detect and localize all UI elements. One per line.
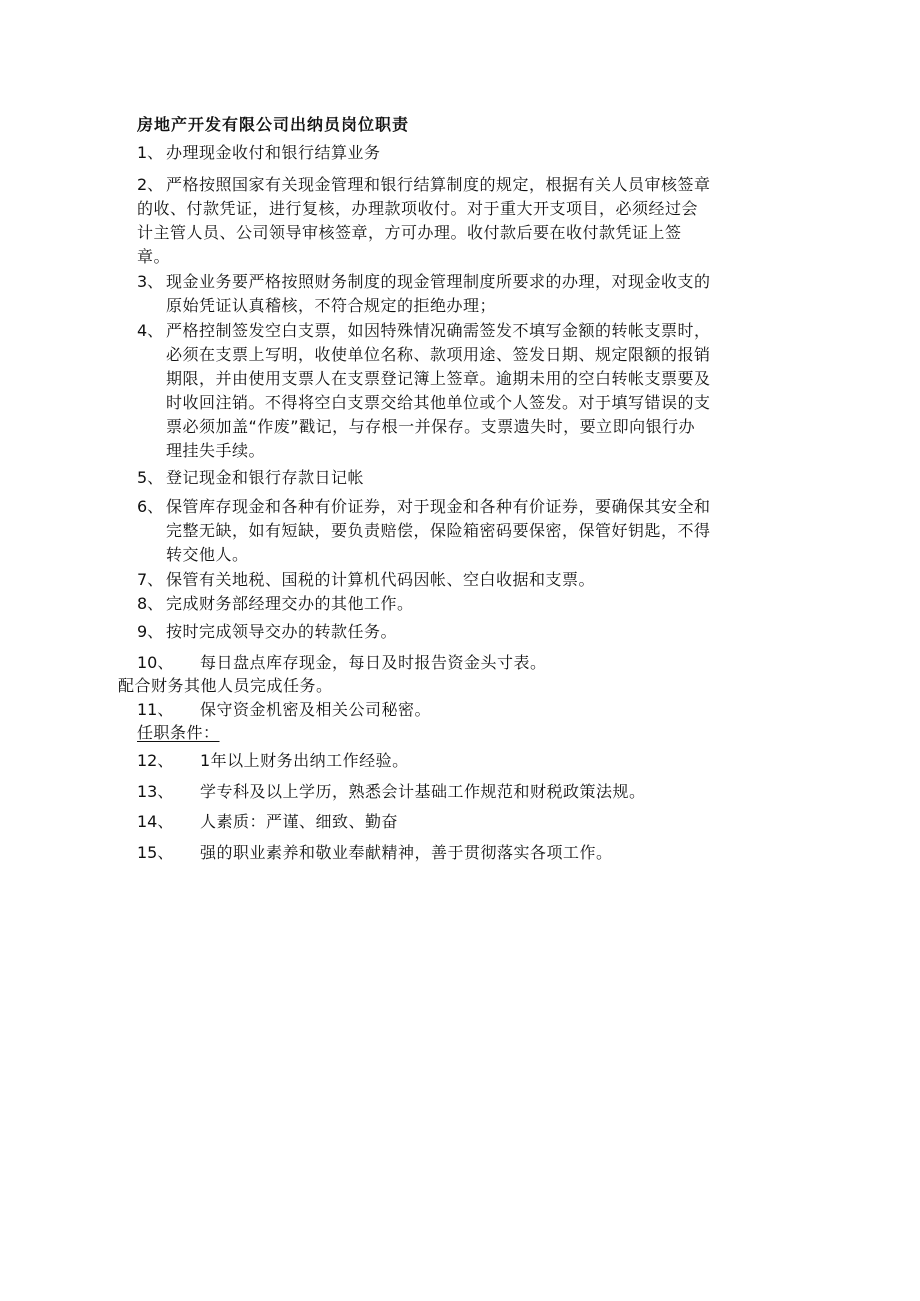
item-text: 现金业务要严格按照财务制度的现金管理制度所要求的办理，对现金收支的: [166, 272, 711, 291]
item-number: 5、: [137, 468, 164, 487]
item-number: 3、: [137, 272, 164, 291]
item-number: 15、: [137, 843, 174, 862]
item-number: 2、: [137, 175, 164, 194]
item-text: 每日盘点库存现金，每日及时报告资金头寸表。: [200, 653, 547, 672]
item-number: 8、: [137, 594, 164, 613]
item-text: 的收、付款凭证，进行复核，办理款项收付。对于重大开支项目，必须经过会: [137, 199, 699, 218]
item-number: 11、: [137, 700, 174, 719]
item-number: 13、: [137, 782, 174, 801]
item-number: 7、: [137, 570, 164, 589]
item-text: 登记现金和银行存款日记帐: [166, 468, 365, 487]
item-text: 转交他人。: [166, 545, 249, 564]
item-number: 6、: [137, 497, 164, 516]
item-text: 办理现金收付和银行结算业务: [166, 143, 381, 162]
item-text: 保管有关地税、国税的计算机代码因帐、空白收据和支票。: [166, 570, 596, 589]
item-text: 严格控制签发空白支票，如因特殊情况确需签发不填写金额的转帐支票时，: [166, 321, 711, 340]
item-text: 保守资金机密及相关公司秘密。: [200, 700, 432, 719]
item-text: 强的职业素养和敬业奉献精神，善于贯彻落实各项工作。: [200, 843, 613, 862]
item-text: 期限，并由使用支票人在支票登记簿上签章。逾期未用的空白转帐支票要及: [166, 369, 711, 388]
item-text: 保管库存现金和各种有价证券，对于现金和各种有价证券，要确保其安全和: [166, 497, 711, 516]
item-text: 必须在支票上写明，收使单位名称、款项用途、签发日期、规定限额的报销: [166, 345, 711, 364]
qualifications-heading: 任职条件：: [137, 723, 220, 742]
item-number: 4、: [137, 321, 164, 340]
document-title: 房地产开发有限公司出纳员岗位职责: [137, 115, 410, 134]
item-text: 原始凭证认真稽核，不符合规定的拒绝办理；: [166, 296, 497, 315]
item-text: 票必须加盖“作废”戳记，与存根一并保存。支票遗失时，要立即向银行办: [166, 417, 696, 436]
item-text: 完成财务部经理交办的其他工作。: [166, 594, 414, 613]
item-number: 9、: [137, 622, 164, 641]
item-text: 章。: [137, 247, 171, 266]
item-number: 14、: [137, 812, 174, 831]
item-text: 严格按照国家有关现金管理和银行结算制度的规定，根据有关人员审核签章: [166, 175, 711, 194]
item-text: 理挂失手续。: [166, 441, 266, 460]
item-text: 按时完成领导交办的转款任务。: [166, 622, 398, 641]
item-text: 时收回注销。不得将空白支票交给其他单位或个人签发。对于填写错误的支: [166, 393, 711, 412]
continuation-text: 配合财务其他人员完成任务。: [118, 676, 333, 695]
item-number: 1、: [137, 143, 164, 162]
item-number: 12、: [137, 751, 174, 770]
item-text: 人素质：严谨、细致、勤奋: [200, 812, 399, 831]
item-text: 学专科及以上学历，熟悉会计基础工作规范和财税政策法规。: [200, 782, 646, 801]
item-text: 完整无缺，如有短缺，要负责赔偿，保险箱密码要保密，保管好钥匙，不得: [166, 521, 711, 540]
item-text: 1年以上财务出纳工作经验。: [200, 751, 409, 770]
item-text: 计主管人员、公司领导审核签章，方可办理。收付款后要在收付款凭证上签: [137, 223, 682, 242]
item-number: 10、: [137, 653, 174, 672]
